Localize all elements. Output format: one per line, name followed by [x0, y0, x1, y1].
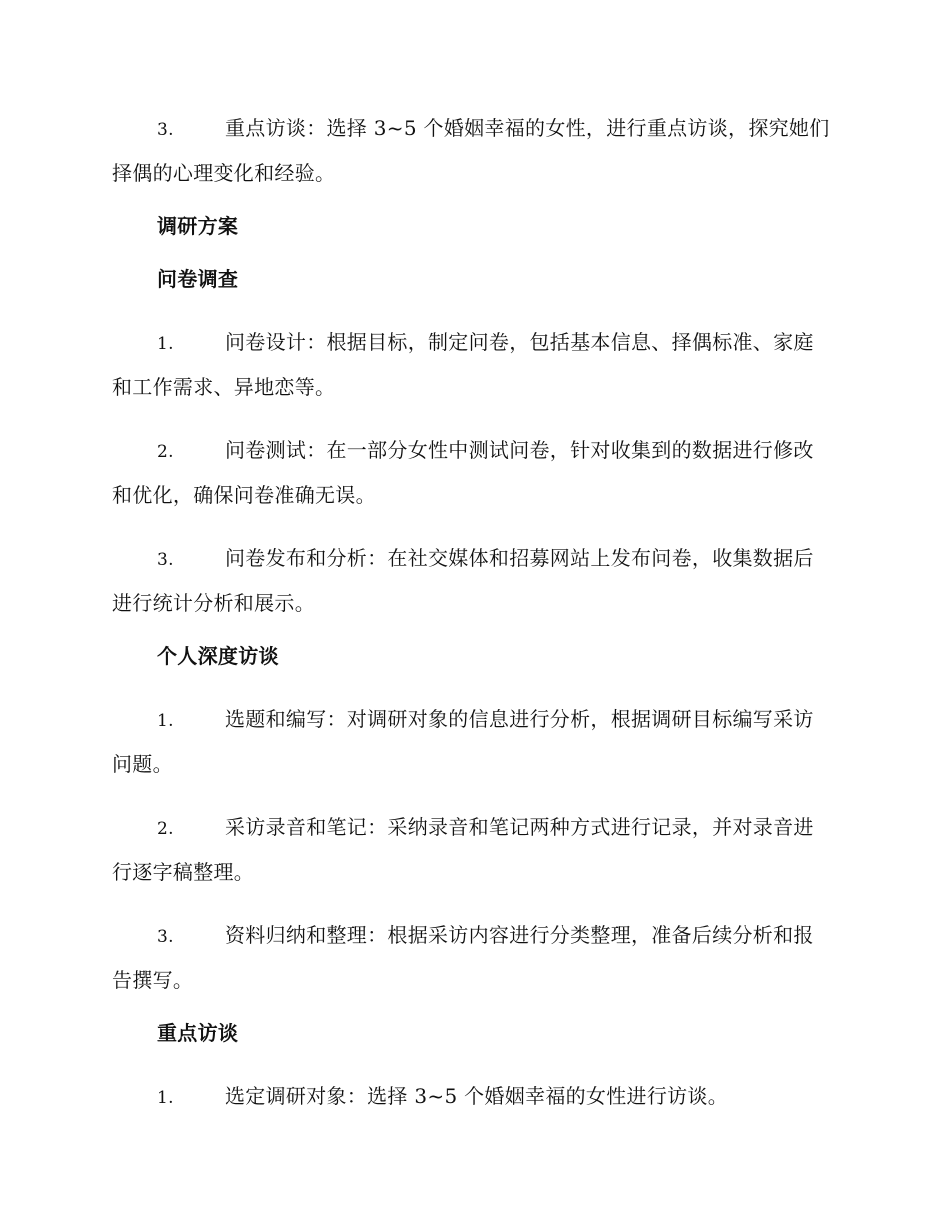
- list-item: [112, 1075, 832, 1120]
- list-item: [112, 107, 832, 195]
- list-item-number: 1.: [157, 711, 174, 731]
- list-item-number: 3.: [157, 927, 174, 947]
- list-item-text: 问卷发布和分析：在社交媒体和招募网站上发布问卷，收集数据后进行统计分析和展示。: [112, 546, 814, 615]
- list-item: [112, 914, 832, 1002]
- subsection-heading: 重点访谈: [157, 1021, 239, 1045]
- list-item-text: 采访录音和笔记：采纳录音和笔记两种方式进行记录，并对录音进行逐字稿整理。: [112, 815, 814, 884]
- list-item-number: 2.: [157, 819, 174, 839]
- list-item-text: 问卷设计：根据目标，制定问卷，包括基本信息、择偶标准、家庭和工作需求、异地恋等。: [112, 330, 814, 399]
- subsection-heading: 个人深度访谈: [157, 644, 279, 668]
- list-item-text: 选题和编写：对调研对象的信息进行分析，根据调研目标编写采访问题。: [112, 707, 814, 776]
- list-item-number: 2.: [157, 442, 174, 462]
- list-item: [112, 321, 832, 409]
- subsection-heading: 问卷调查: [157, 267, 239, 291]
- list-item-text: 资料归纳和整理：根据采访内容进行分类整理，准备后续分析和报告撰写。: [112, 923, 814, 992]
- list-item: [112, 429, 832, 517]
- list-item-number: 3.: [157, 550, 174, 570]
- list-item: [112, 537, 832, 625]
- list-item-number: 1.: [157, 1088, 174, 1108]
- list-item-number: 1.: [157, 334, 174, 354]
- list-item-text: 问卷测试：在一部分女性中测试问卷，针对收集到的数据进行修改和优化，确保问卷准确无误。: [112, 438, 814, 507]
- section-heading: 调研方案: [157, 214, 239, 238]
- list-item: [112, 806, 832, 894]
- list-item-text: 选定调研对象：选择 3~5 个婚姻幸福的女性进行访谈。: [225, 1084, 729, 1108]
- document-body: [112, 107, 832, 1130]
- list-item-text: 重点访谈：选择 3~5 个婚姻幸福的女性，进行重点访谈，探究她们择偶的心理变化和经验。: [112, 116, 830, 185]
- list-item-number: 3.: [157, 120, 174, 140]
- list-item: [112, 698, 832, 786]
